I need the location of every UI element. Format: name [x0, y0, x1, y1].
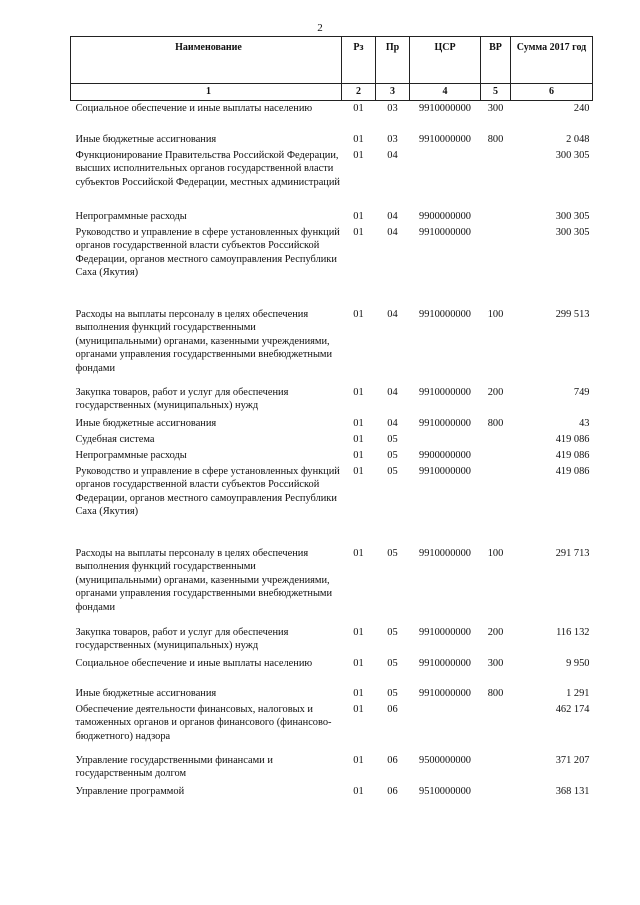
row-rz: 01	[353, 386, 364, 398]
row-rz: 01	[353, 210, 364, 222]
table-row	[71, 432, 593, 448]
table-row	[71, 784, 593, 800]
row-pr: 05	[387, 465, 398, 477]
row-rz: 01	[353, 703, 364, 715]
row-csr: 9900000000	[419, 210, 471, 222]
header-rz: Рз	[342, 37, 376, 84]
row-pr: 04	[387, 308, 398, 320]
index-1: 1	[71, 84, 342, 101]
table-row	[71, 307, 593, 385]
row-sum: 43	[579, 417, 590, 429]
row-csr: 9510000000	[419, 785, 471, 797]
row-pr: 04	[387, 417, 398, 429]
row-csr: 9900000000	[419, 449, 471, 461]
row-csr: 9910000000	[419, 103, 471, 114]
table-row	[71, 148, 593, 209]
row-sum: 300 305	[555, 210, 590, 222]
row-rz: 01	[353, 547, 364, 559]
row-vr: 200	[487, 386, 504, 398]
table-row	[71, 464, 593, 546]
row-vr: 300	[487, 657, 504, 669]
table-row	[71, 753, 593, 784]
row-csr: 9910000000	[419, 657, 471, 669]
row-name: Судебная система	[75, 433, 155, 445]
row-name: Функционирование Правительства Российской Федерации, высших исполнительных органов государственной власти субъектов Российской Федерации, местных администраций	[75, 149, 340, 188]
row-sum: 300 305	[555, 226, 590, 238]
row-vr	[481, 702, 511, 753]
row-vr: 100	[487, 547, 504, 559]
row-name: Непрограммные расходы	[75, 449, 187, 461]
row-csr: 9910000000	[419, 226, 471, 238]
row-rz: 01	[353, 308, 364, 320]
row-pr: 05	[387, 657, 398, 669]
table-row	[71, 702, 593, 753]
row-rz: 01	[353, 149, 364, 161]
row-vr: 300	[487, 103, 504, 114]
row-sum: 419 086	[555, 465, 590, 477]
row-sum: 300 305	[555, 149, 590, 161]
row-name: Непрограммные расходы	[75, 210, 187, 222]
header-name: Наименование	[71, 37, 342, 84]
row-sum: 116 132	[556, 626, 590, 638]
row-csr: 9910000000	[419, 308, 471, 320]
row-name: Обеспечение деятельности финансовых, налоговых и таможенных органов и органов финансового (финансово-бюджетного) надзора	[75, 703, 332, 742]
row-vr: 800	[487, 687, 504, 699]
row-rz: 01	[353, 226, 364, 238]
row-csr: 9910000000	[419, 386, 471, 398]
row-name: Закупка товаров, работ и услуг для обеспечения государственных (муниципальных) нужд	[75, 386, 289, 411]
budget-table-grid	[70, 36, 593, 800]
table-row	[71, 132, 593, 148]
row-sum: 419 086	[555, 433, 590, 445]
row-pr: 06	[387, 754, 398, 766]
row-rz: 01	[353, 103, 364, 114]
budget-table	[70, 36, 588, 800]
row-pr: 04	[387, 226, 398, 238]
row-csr: 9910000000	[419, 626, 471, 638]
row-name: Руководство и управление в сфере установленных функций органов государственной власти субъектов Российской Федерации, органов местного самоуправления Республики Саха (Якутия)	[75, 465, 340, 517]
header-vr: ВР	[481, 37, 511, 84]
row-pr: 03	[387, 133, 398, 145]
row-csr: 9910000000	[419, 687, 471, 699]
table-row	[71, 625, 593, 656]
row-sum: 2 048	[566, 133, 590, 145]
row-pr: 05	[387, 449, 398, 461]
row-csr: 9500000000	[419, 754, 471, 766]
row-sum: 9 950	[566, 657, 590, 669]
row-pr: 05	[387, 547, 398, 559]
row-sum: 291 713	[555, 547, 590, 559]
row-vr	[481, 148, 511, 209]
row-csr: 9910000000	[419, 417, 471, 429]
row-name: Иные бюджетные ассигнования	[75, 417, 217, 429]
header-pr: Пр	[376, 37, 410, 84]
table-row	[71, 101, 593, 132]
table-header-row	[71, 37, 593, 84]
table-row	[71, 209, 593, 225]
row-vr: 200	[487, 626, 504, 638]
row-name: Управление программой	[75, 785, 185, 797]
row-vr	[481, 432, 511, 448]
row-sum: 462 174	[555, 703, 590, 715]
table-row	[71, 546, 593, 625]
row-sum: 240	[573, 103, 590, 114]
row-sum: 1 291	[566, 687, 590, 699]
row-name: Управление государственными финансами и государственным долгом	[75, 754, 273, 779]
row-vr: 800	[487, 417, 504, 429]
row-name: Иные бюджетные ассигнования	[75, 687, 217, 699]
row-name: Закупка товаров, работ и услуг для обеспечения государственных (муниципальных) нужд	[75, 626, 289, 651]
row-csr: 9910000000	[419, 133, 471, 145]
row-pr: 05	[387, 626, 398, 638]
row-csr	[410, 148, 481, 209]
row-sum: 371 207	[555, 754, 590, 766]
table-row	[71, 686, 593, 702]
index-5: 5	[481, 84, 511, 101]
row-vr	[481, 225, 511, 307]
row-pr: 03	[387, 103, 398, 114]
row-name: Расходы на выплаты персоналу в целях обеспечения выполнения функций государственными (муниципальными) органами, казенными учреждениями, органами управления государственными внебюджетными фондами	[75, 547, 333, 613]
index-4: 4	[410, 84, 481, 101]
table-row	[71, 385, 593, 416]
row-pr: 06	[387, 703, 398, 715]
index-6: 6	[511, 84, 593, 101]
row-name: Расходы на выплаты персоналу в целях обеспечения выполнения функций государственными (муниципальными) органами, казенными учреждениями, органами управления государственными внебюджетными фондами	[75, 308, 333, 374]
row-rz: 01	[353, 626, 364, 638]
index-2: 2	[342, 84, 376, 101]
table-row	[71, 448, 593, 464]
row-pr: 04	[387, 386, 398, 398]
row-pr: 06	[387, 785, 398, 797]
row-rz: 01	[353, 785, 364, 797]
page-number: 2	[317, 22, 323, 34]
row-rz: 01	[353, 449, 364, 461]
row-csr	[410, 432, 481, 448]
header-sum: Сумма 2017 год	[511, 37, 593, 84]
row-csr: 9910000000	[419, 547, 471, 559]
index-3: 3	[376, 84, 410, 101]
table-row	[71, 656, 593, 686]
row-name: Иные бюджетные ассигнования	[75, 133, 217, 145]
row-vr	[481, 784, 511, 800]
row-rz: 01	[353, 687, 364, 699]
row-sum: 368 131	[555, 785, 590, 797]
row-pr: 04	[387, 210, 398, 222]
row-vr: 100	[487, 308, 504, 320]
row-csr	[410, 702, 481, 753]
row-vr	[481, 448, 511, 464]
column-index-row	[71, 84, 593, 101]
row-csr: 9910000000	[419, 465, 471, 477]
row-rz: 01	[353, 417, 364, 429]
row-pr: 05	[387, 687, 398, 699]
row-name: Социальное обеспечение и иные выплаты населению	[75, 657, 313, 669]
row-vr	[481, 464, 511, 546]
row-pr: 05	[387, 433, 398, 445]
row-name: Руководство и управление в сфере установленных функций органов государственной власти субъектов Российской Федерации, органов местного самоуправления Республики Саха (Якутия)	[75, 226, 340, 278]
table-row	[71, 225, 593, 307]
row-pr: 04	[387, 149, 398, 161]
row-rz: 01	[353, 433, 364, 445]
row-vr: 800	[487, 133, 504, 145]
table-row	[71, 416, 593, 432]
row-sum: 419 086	[555, 449, 590, 461]
row-rz: 01	[353, 754, 364, 766]
row-rz: 01	[353, 133, 364, 145]
row-sum: 749	[573, 386, 590, 398]
header-csr: ЦСР	[410, 37, 481, 84]
row-name: Социальное обеспечение и иные выплаты населению	[75, 103, 313, 114]
row-vr	[481, 209, 511, 225]
row-rz: 01	[353, 657, 364, 669]
row-vr	[481, 753, 511, 784]
row-rz: 01	[353, 465, 364, 477]
row-sum: 299 513	[555, 308, 590, 320]
